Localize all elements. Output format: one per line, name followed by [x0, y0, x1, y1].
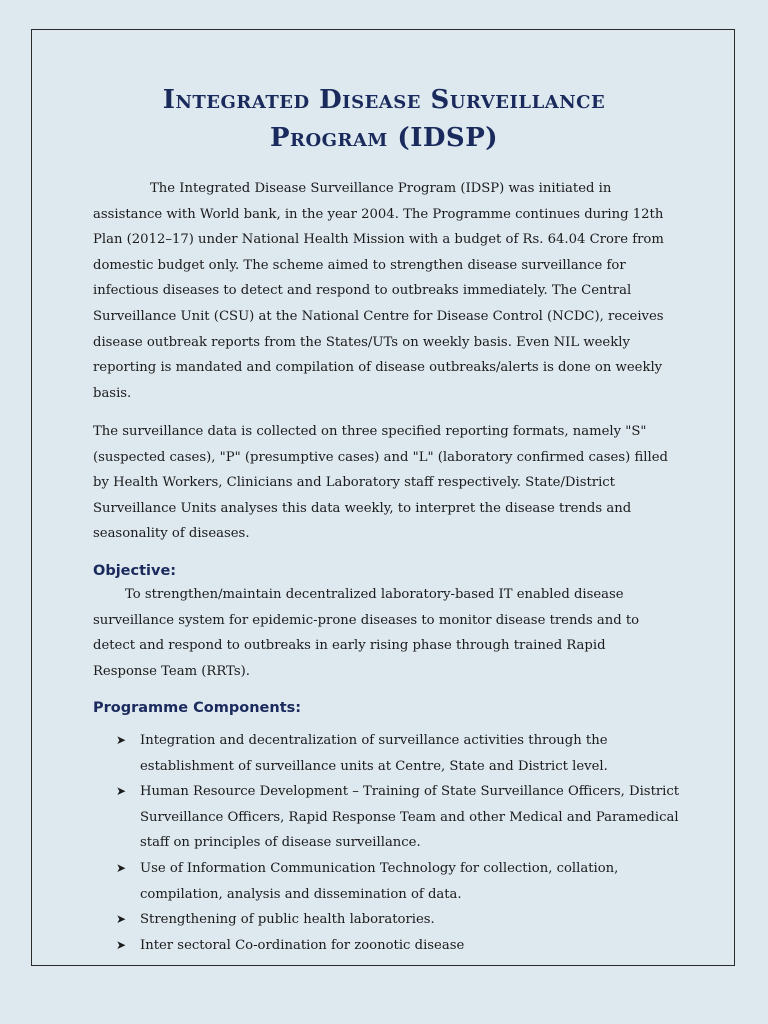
objective-heading: Objective: [93, 563, 177, 579]
component-list-item [116, 728, 696, 779]
document-title-line-2: Program (IDSP) [269, 123, 499, 153]
component-item-text: Inter sectoral Co-ordination for zoonotic disease [140, 937, 465, 953]
component-item-text: Human Resource Development – Training of State Surveillance Officers, District Surveillance Officers, Rapid Response Team and other Medical and Paramedical staff on principles of disease surveillance. [140, 784, 680, 851]
data-collection-paragraph: The surveillance data is collected on three specified reporting formats, namely "S" (suspected cases), "P" (presumptive cases) and "L" (laboratory confirmed cases) filled by Health Workers, Clinicians and Laboratory staff respectively. State/District Surveillance Units analyses this data weekly, to interpret the disease trends and seasonality of diseases. [93, 424, 668, 542]
component-item-text: Strengthening of public health laboratories. [140, 912, 435, 928]
arrowhead-bullet-icon: ➤ [116, 937, 127, 952]
component-item-text: Integration and decentralization of surveillance activities through the establishment of surveillance units at Centre, State and District level. [140, 733, 608, 774]
arrowhead-bullet-icon: ➤ [116, 733, 127, 747]
objective-paragraph [93, 582, 673, 684]
arrowhead-bullet-icon: ➤ [116, 860, 127, 875]
objective-paragraph-text: To strengthen/maintain decentralized laboratory-based IT enabled disease surveillance system for epidemic-prone diseases to monitor disease trends and to detect and respond to outbreaks in early rising phase through trained Rapid Response Team (RRTs). [93, 587, 640, 679]
intro-paragraph [93, 176, 673, 406]
arrowhead-bullet-icon: ➤ [116, 784, 127, 799]
programme-components-list [116, 728, 696, 958]
intro-paragraph-text: The Integrated Disease Surveillance Program (IDSP) was initiated in assistance with World bank, in the year 2004. The Programme continues during 12th Plan (2012–17) under National Health Mission with a budget of Rs. 64.04 Crore from domestic budget only. The scheme aimed to strengthen disease surveillance for infectious diseases to detect and respond to outbreaks immediately. The Central Surveillance Unit (CSU) at the National Centre for Disease Control (NCDC), receives disease outbreak reports from the States/UTs on weekly basis. Even NIL weekly reporting is mandated and compilation of disease outbreaks/alerts is done on weekly basis. [93, 181, 664, 401]
programme-components-heading: Programme Components: [93, 700, 302, 716]
arrowhead-bullet-icon: ➤ [116, 912, 127, 927]
component-item-text: Use of Information Communication Technology for collection, collation, compilation, analysis and dissemination of data. [140, 860, 619, 902]
document-title-line-1: Integrated Disease Surveillance [162, 85, 606, 115]
component-list-item [116, 779, 696, 856]
component-list-item [116, 856, 696, 907]
component-list-item [116, 933, 696, 959]
component-list-item [116, 907, 696, 933]
